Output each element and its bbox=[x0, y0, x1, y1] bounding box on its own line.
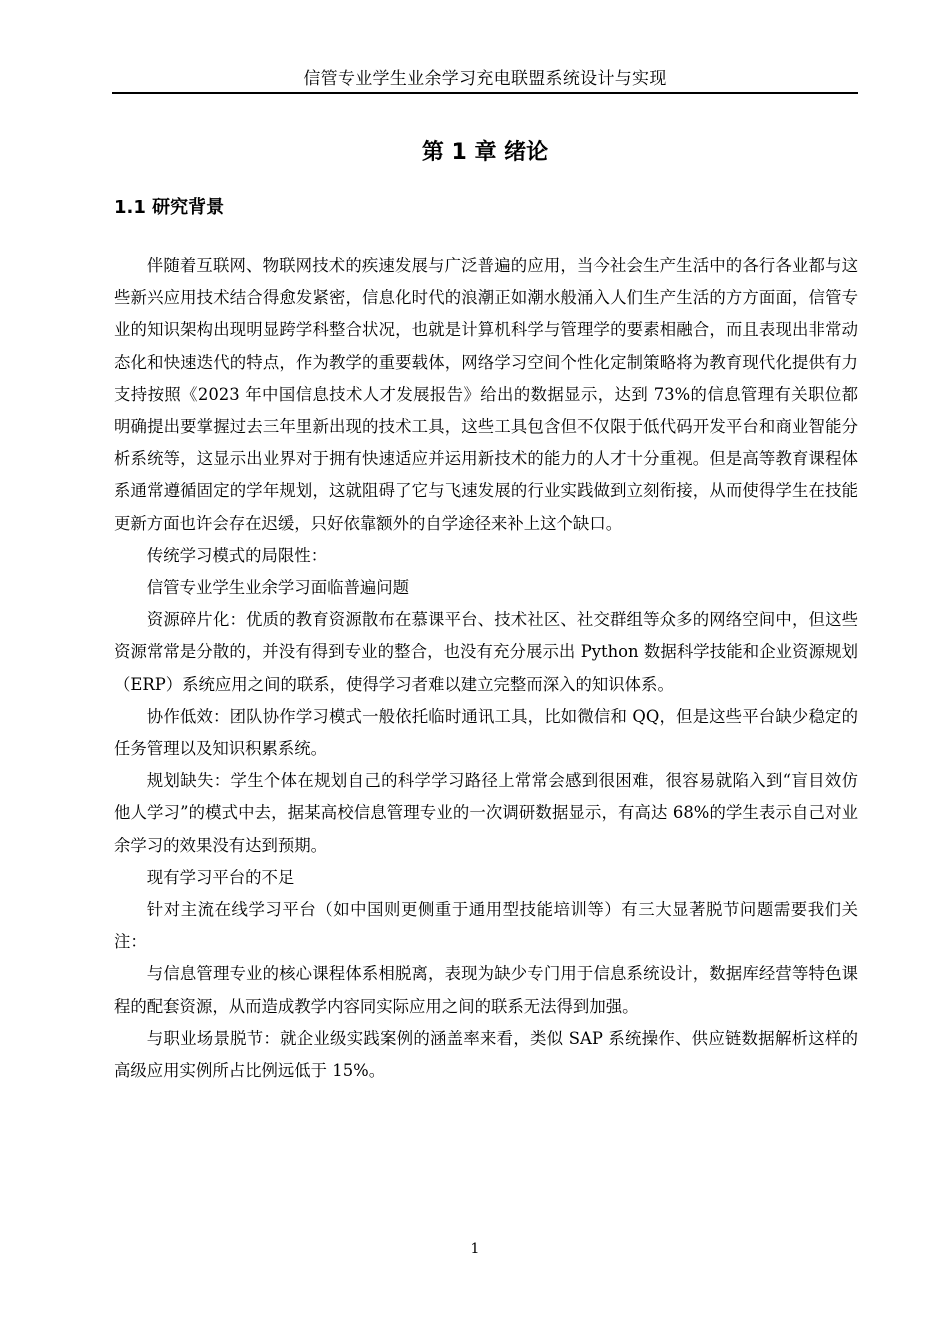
paragraph-common-problems-heading: 信管专业学生业余学习面临普遍问题 bbox=[146, 578, 410, 598]
paragraph-background: 伴随着互联网、物联网技术的疾速发展与广泛普遍的应用，当今社会生产生活中的各行各业都与这些新兴应用技术结合得愈发紧密，信息化时代的浪潮正如潮水般涌入人们生产生活的方方面面，信管专业的知识架构出现明显跨学科整合状况，也就是计算机科学与管理学的要素相融合，而且表现出非常动态化和快速迭代的特点，作为教学的重要载体，网络学习空间个性化定制策略将为教育现代化提供有力支持按照《2023 年中国信息技术人才发展报告》给出的数据显示，达到 73%的信息管理有关职位都明确提出要掌握过去三年里新出现的技术工具，这些工具包含但不仅限于低代码开发平台和商业智能分析系统等，这显示出业界对于拥有快速适应并运用新技术的能力的人才十分重视。但是高等教育课程体系通常遵循固定的学年规划，这就阻碍了它与飞速发展的行业实践做到立刻衔接，从而使得学生在技能更新方面也许会存在迟缓，只好依靠额外的自学途径来补上这个缺口。 bbox=[114, 256, 858, 533]
section-title: 1.1 研究背景 bbox=[114, 197, 225, 218]
paragraph-platform-shortcomings-heading: 现有学习平台的不足 bbox=[146, 867, 295, 887]
header-rule bbox=[112, 92, 858, 94]
page-number: 1 bbox=[470, 1241, 480, 1257]
paragraph-lack-of-planning: 规划缺失：学生个体在规划自己的科学学习路径上常常会感到很困难，很容易就陷入到“盲目效仿他人学习”的模式中去，据某高校信息管理专业的一次调研数据显示，有高达 68%的学生表示自己对业余学习的效果没有达到预期。 bbox=[114, 771, 858, 855]
paragraph-mainstream-platforms: 针对主流在线学习平台（如中国则更侧重于通用型技能培训等）有三大显著脱节问题需要我们关注： bbox=[114, 900, 858, 952]
running-header-title: 信管专业学生业余学习充电联盟系统设计与实现 bbox=[303, 69, 667, 89]
paragraph-curriculum-disconnect: 与信息管理专业的核心课程体系相脱离，表现为缺少专门用于信息系统设计，数据库经营等特色课程的配套资源，从而造成教学内容同实际应用之间的联系无法得到加强。 bbox=[114, 964, 858, 1016]
paragraph-career-disconnect: 与职业场景脱节：就企业级实践案例的涵盖率来看，类似 SAP 系统操作、供应链数据解析这样的高级应用实例所占比例远低于 15%。 bbox=[114, 1028, 858, 1081]
body-text bbox=[114, 250, 858, 1087]
paragraph-resource-fragmentation: 资源碎片化：优质的教育资源散布在慕课平台、技术社区、社交群组等众多的网络空间中，但这些资源常常是分散的，并没有得到专业的整合，也没有充分展示出 Python 数据科学技能和企业资源规划（ERP）系统应用之间的联系，使得学习者难以建立完整而深入的知识体系。 bbox=[114, 610, 858, 694]
paragraph-inefficient-collaboration: 协作低效：团队协作学习模式一般依托临时通讯工具，比如微信和 QQ，但是这些平台缺少稳定的任务管理以及知识积累系统。 bbox=[114, 706, 858, 759]
chapter-title: 第 1 章 绪论 bbox=[421, 140, 549, 165]
paragraph-traditional-limits-heading: 传统学习模式的局限性： bbox=[146, 545, 328, 565]
